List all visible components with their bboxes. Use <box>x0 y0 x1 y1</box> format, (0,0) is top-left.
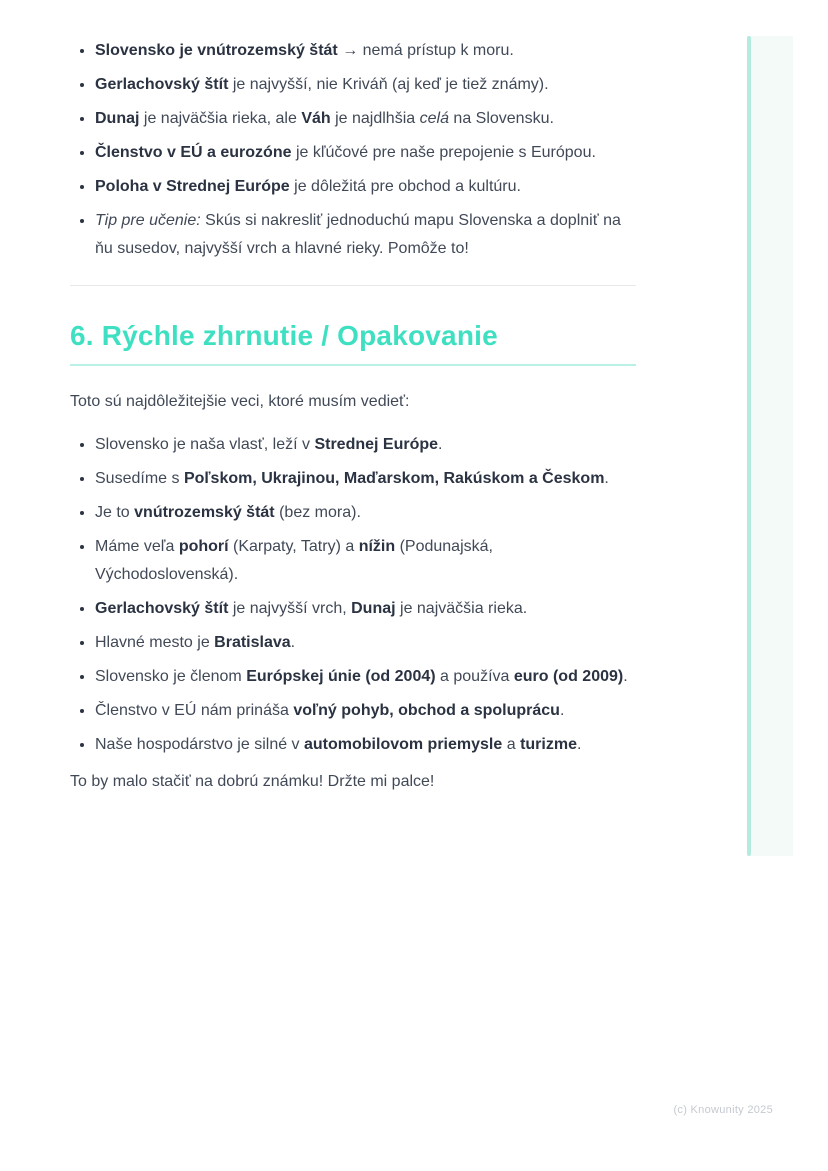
right-accent-bar-line <box>747 36 751 856</box>
list-item: • Dunaj je najväčšia rieka, ale Váh je najdlhšia celá na Slovensku. <box>95 104 636 133</box>
list-item: • Členstvo v EÚ a eurozóne je kľúčové pre naše prepojenie s Európou. <box>95 138 636 167</box>
right-accent-bar-fill <box>751 36 793 856</box>
list-item: • Gerlachovský štít je najvyšší vrch, Dunaj je najväčšia rieka. <box>95 594 636 623</box>
section-divider <box>70 285 636 286</box>
key-points-list <box>70 36 636 263</box>
list-item: • Poloha v Strednej Európe je dôležitá pre obchod a kultúru. <box>95 172 636 201</box>
list-item: • Členstvo v EÚ nám prináša voľný pohyb, obchod a spoluprácu. <box>95 696 636 725</box>
summary-list <box>70 430 636 759</box>
list-item: • Slovensko je naša vlasť, leží v Strednej Európe. <box>95 430 636 459</box>
list-item: • Susedíme s Poľskom, Ukrajinou, Maďarskom, Rakúskom a Českom. <box>95 464 636 493</box>
list-item: • Slovensko je vnútrozemský štát → nemá prístup k moru. <box>95 36 636 65</box>
list-item: • Gerlachovský štít je najvyšší, nie Kriváň (aj keď je tiež známy). <box>95 70 636 99</box>
list-item: • Naše hospodárstvo je silné v automobilovom priemysle a turizme. <box>95 730 636 759</box>
list-item: • Je to vnútrozemský štát (bez mora). <box>95 498 636 527</box>
list-item: • Tip pre učenie: Skús si nakresliť jednoduchú mapu Slovenska a doplniť na ňu susedov, najvyšší vrch a hlavné rieky. Pomôže to! <box>95 206 636 263</box>
section-intro: Toto sú najdôležitejšie veci, ktoré musím vedieť: <box>70 393 410 410</box>
list-item: • Máme veľa pohorí (Karpaty, Tatry) a nížin (Podunajská, Východoslovenská). <box>95 532 636 589</box>
section-heading: 6. Rýchle zhrnutie / Opakovanie <box>70 318 636 366</box>
closing-paragraph: To by malo stačiť na dobrú známku! Držte mi palce! <box>70 773 435 790</box>
footer-copyright: (c) Knowunity 2025 <box>673 1104 773 1116</box>
list-item: • Slovensko je členom Európskej únie (od 2004) a používa euro (od 2009). <box>95 662 636 691</box>
document-content <box>70 36 636 796</box>
list-item: • Hlavné mesto je Bratislava. <box>95 628 636 657</box>
